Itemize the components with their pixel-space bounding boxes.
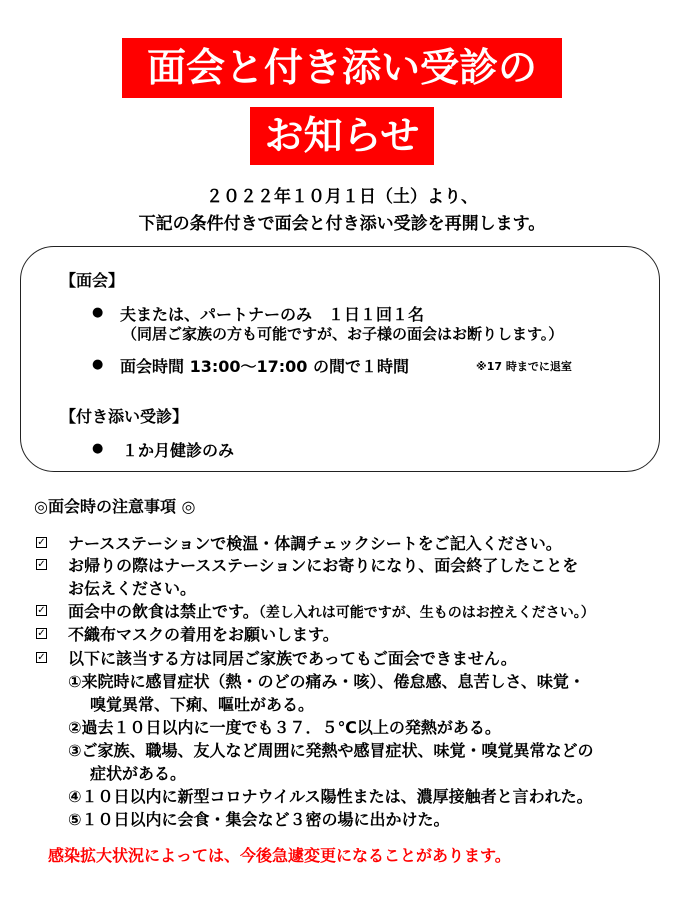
sub-item-5: ⑤１０日以内に会食・集会など３密の場に出かけた。	[68, 810, 450, 829]
notes-heading: ◎面会時の注意事項 ◎	[34, 497, 196, 516]
note-item-food	[68, 599, 595, 622]
visit-heading: 【面会】	[60, 271, 125, 290]
bullet-icon: ●	[92, 357, 104, 372]
title-line1: 面会と付き添い受診の	[146, 45, 537, 91]
sub-item-4: ④１０日以内に新型コロナウイルス陽性または、濃厚接触者と言われた。	[68, 787, 593, 806]
title-banner-line2	[250, 107, 434, 165]
accompany-heading: 【付き添い受診】	[60, 407, 189, 426]
visit-item-partner: 夫または、パートナーのみ １日１回１名	[120, 305, 425, 324]
sub-item-3: ③ご家族、職場、友人など周囲に発熱や感冒症状、味覚・嗅覚異常などの	[68, 741, 594, 760]
sub-item-2: ②過去１０日以内に一度でも３７．５℃以上の発熱がある。	[68, 718, 501, 737]
note-item-mask: 不織布マスクの着用をお願いします。	[68, 625, 339, 644]
intro-date-line: ２０２２年１０月１日（土）より、	[206, 187, 478, 207]
checkbox-icon: ✓	[37, 627, 46, 639]
footer-warning: 感染拡大状況によっては、今後急遽変更になることがあります。	[48, 846, 511, 865]
note-item-restriction: 以下に該当する方は同居ご家族であってもご面会できません。	[68, 649, 517, 668]
sub-item-1-cont: 嗅覚異常、下痢、嘔吐がある。	[90, 695, 315, 714]
checkbox-icon: ✓	[37, 536, 46, 548]
checkbox-icon: ✓	[37, 604, 46, 616]
checkbox-icon: ✓	[37, 558, 46, 570]
visit-item-partner-note: （同居ご家族の方も可能ですが、お子様の面会はお断りします。）	[122, 325, 564, 343]
note-item-temperature: ナースステーションで検温・体調チェックシートをご記入ください。	[68, 534, 562, 553]
visit-item-hours: 面会時間 13:00～17:00 の間で１時間	[120, 357, 410, 376]
accompany-item-checkup: １か月健診のみ	[122, 441, 235, 460]
sub-item-1: ①来院時に感冒症状（熱・のどの痛み・咳）、倦怠感、息苦しさ、味覚・	[68, 672, 585, 691]
sub-item-3-cont: 症状がある。	[90, 764, 187, 783]
note-item-leave-cont: お伝えください。	[68, 579, 197, 598]
bullet-icon: ●	[92, 441, 104, 456]
visit-item-hours-note: ※17 時までに退室	[476, 360, 572, 373]
checkbox-icon: ✓	[37, 651, 46, 663]
bullet-icon: ●	[92, 305, 104, 320]
title-banner-line1	[122, 38, 562, 98]
note-item-food-note: （差し入れは可能ですが、生ものはお控えください。）	[258, 605, 595, 621]
note-item-leave: お帰りの際はナースステーションにお寄りになり、面会終了したことを	[68, 556, 579, 575]
note-item-food-main: 面会中の飲食は禁止です。	[68, 602, 259, 621]
title-line2: お知らせ	[264, 113, 420, 159]
intro-condition-line: 下記の条件付きで面会と付き添い受診を再開します。	[138, 214, 546, 234]
